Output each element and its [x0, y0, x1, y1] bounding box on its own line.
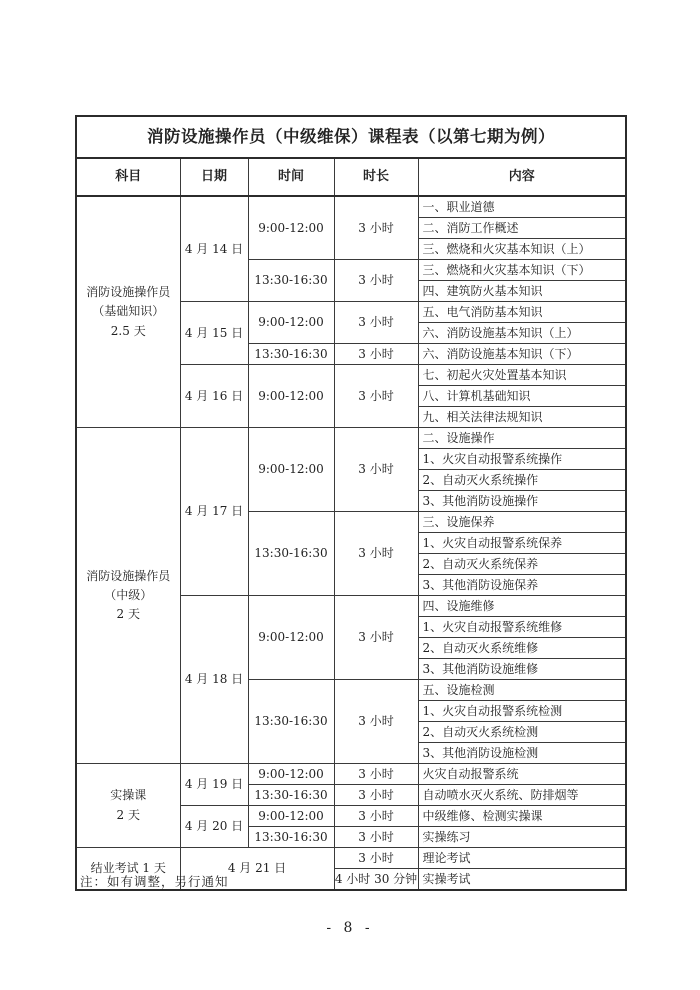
content-cell: 3、其他消防设施保养 [418, 575, 626, 596]
content-cell: 火灾自动报警系统 [418, 764, 626, 785]
time-cell: 9:00-12:00 [248, 196, 334, 260]
subject-basic-line: 消防设施操作员 [86, 285, 171, 300]
content-cell: 六、消防设施基本知识（下） [418, 344, 626, 365]
content-cell: 三、燃烧和火灾基本知识（下） [418, 260, 626, 281]
content-cell: 七、初起火灾处置基本知识 [418, 365, 626, 386]
duration-cell: 3 小时 [334, 302, 418, 344]
subject-practical [76, 764, 180, 848]
header-date: 日期 [180, 158, 248, 196]
duration-cell: 3 小时 [334, 764, 418, 785]
date-cell: 4 月 14 日 [180, 196, 248, 302]
content-cell: 八、计算机基础知识 [418, 386, 626, 407]
time-cell: 9:00-12:00 [248, 806, 334, 827]
content-cell: 一、职业道德 [418, 196, 626, 218]
subject-intermediate-line: 2 天 [116, 607, 140, 622]
content-cell: 实操考试 [418, 869, 626, 891]
header-content: 内容 [418, 158, 626, 196]
duration-cell: 4 小时 30 分钟 [334, 869, 418, 891]
time-cell: 9:00-12:00 [248, 764, 334, 785]
content-cell: 2、自动灭火系统操作 [418, 470, 626, 491]
duration-cell: 3 小时 [334, 365, 418, 428]
content-cell: 3、其他消防设施检测 [418, 743, 626, 764]
time-cell: 13:30-16:30 [248, 827, 334, 848]
content-cell: 2、自动灭火系统维修 [418, 638, 626, 659]
content-cell: 1、火灾自动报警系统操作 [418, 449, 626, 470]
content-cell: 五、电气消防基本知识 [418, 302, 626, 323]
time-cell: 13:30-16:30 [248, 512, 334, 596]
time-cell: 9:00-12:00 [248, 596, 334, 680]
duration-cell: 3 小时 [334, 260, 418, 302]
subject-exam: 结业考试 1 天 [76, 848, 180, 891]
page-number: - 8 - [326, 920, 374, 936]
content-cell: 九、相关法律法规知识 [418, 407, 626, 428]
subject-intermediate-line: 消防设施操作员 [86, 568, 171, 583]
content-cell: 实操练习 [418, 827, 626, 848]
subject-practical-line: 2 天 [116, 807, 140, 822]
duration-cell: 3 小时 [334, 848, 418, 869]
content-cell: 3、其他消防设施维修 [418, 659, 626, 680]
content-cell: 自动喷水灭火系统、防排烟等 [418, 785, 626, 806]
date-cell: 4 月 21 日 [180, 848, 334, 891]
course-schedule-table [75, 115, 627, 891]
header-duration: 时长 [334, 158, 418, 196]
content-cell: 中级维修、检测实操课 [418, 806, 626, 827]
header-subject: 科目 [76, 158, 180, 196]
time-cell: 9:00-12:00 [248, 365, 334, 428]
subject-basic-line: 2.5 天 [110, 323, 146, 338]
time-cell: 13:30-16:30 [248, 785, 334, 806]
duration-cell: 3 小时 [334, 512, 418, 596]
duration-cell: 3 小时 [334, 785, 418, 806]
content-cell: 四、设施维修 [418, 596, 626, 617]
content-cell: 二、设施操作 [418, 428, 626, 449]
date-cell: 4 月 15 日 [180, 302, 248, 365]
duration-cell: 3 小时 [334, 596, 418, 680]
content-cell: 五、设施检测 [418, 680, 626, 701]
content-cell: 四、建筑防火基本知识 [418, 281, 626, 302]
time-cell: 9:00-12:00 [248, 428, 334, 512]
duration-cell: 3 小时 [334, 806, 418, 827]
content-cell: 2、自动灭火系统保养 [418, 554, 626, 575]
content-cell: 2、自动灭火系统检测 [418, 722, 626, 743]
duration-cell: 3 小时 [334, 196, 418, 260]
content-cell: 3、其他消防设施操作 [418, 491, 626, 512]
content-cell: 1、火灾自动报警系统保养 [418, 533, 626, 554]
content-cell: 1、火灾自动报警系统检测 [418, 701, 626, 722]
subject-intermediate-line: （中级） [104, 587, 153, 602]
subject-basic [76, 196, 180, 428]
subject-practical-line: 实操课 [110, 788, 147, 803]
date-cell: 4 月 18 日 [180, 596, 248, 764]
duration-cell: 3 小时 [334, 680, 418, 764]
date-cell: 4 月 17 日 [180, 428, 248, 596]
subject-intermediate [76, 428, 180, 764]
duration-cell: 3 小时 [334, 827, 418, 848]
date-cell: 4 月 19 日 [180, 764, 248, 806]
table-title: 消防设施操作员（中级维保）课程表（以第七期为例） [76, 116, 626, 158]
content-cell: 理论考试 [418, 848, 626, 869]
footnote: 注：如有调整，另行通知 [80, 874, 229, 889]
content-cell: 六、消防设施基本知识（上） [418, 323, 626, 344]
duration-cell: 3 小时 [334, 344, 418, 365]
time-cell: 13:30-16:30 [248, 680, 334, 764]
time-cell: 13:30-16:30 [248, 260, 334, 302]
content-cell: 三、燃烧和火灾基本知识（上） [418, 239, 626, 260]
date-cell: 4 月 16 日 [180, 365, 248, 428]
date-cell: 4 月 20 日 [180, 806, 248, 848]
time-cell: 13:30-16:30 [248, 344, 334, 365]
subject-basic-line: （基础知识） [92, 304, 165, 319]
content-cell: 三、设施保养 [418, 512, 626, 533]
header-time: 时间 [248, 158, 334, 196]
content-cell: 1、火灾自动报警系统维修 [418, 617, 626, 638]
duration-cell: 3 小时 [334, 428, 418, 512]
time-cell: 9:00-12:00 [248, 302, 334, 344]
content-cell: 二、消防工作概述 [418, 218, 626, 239]
